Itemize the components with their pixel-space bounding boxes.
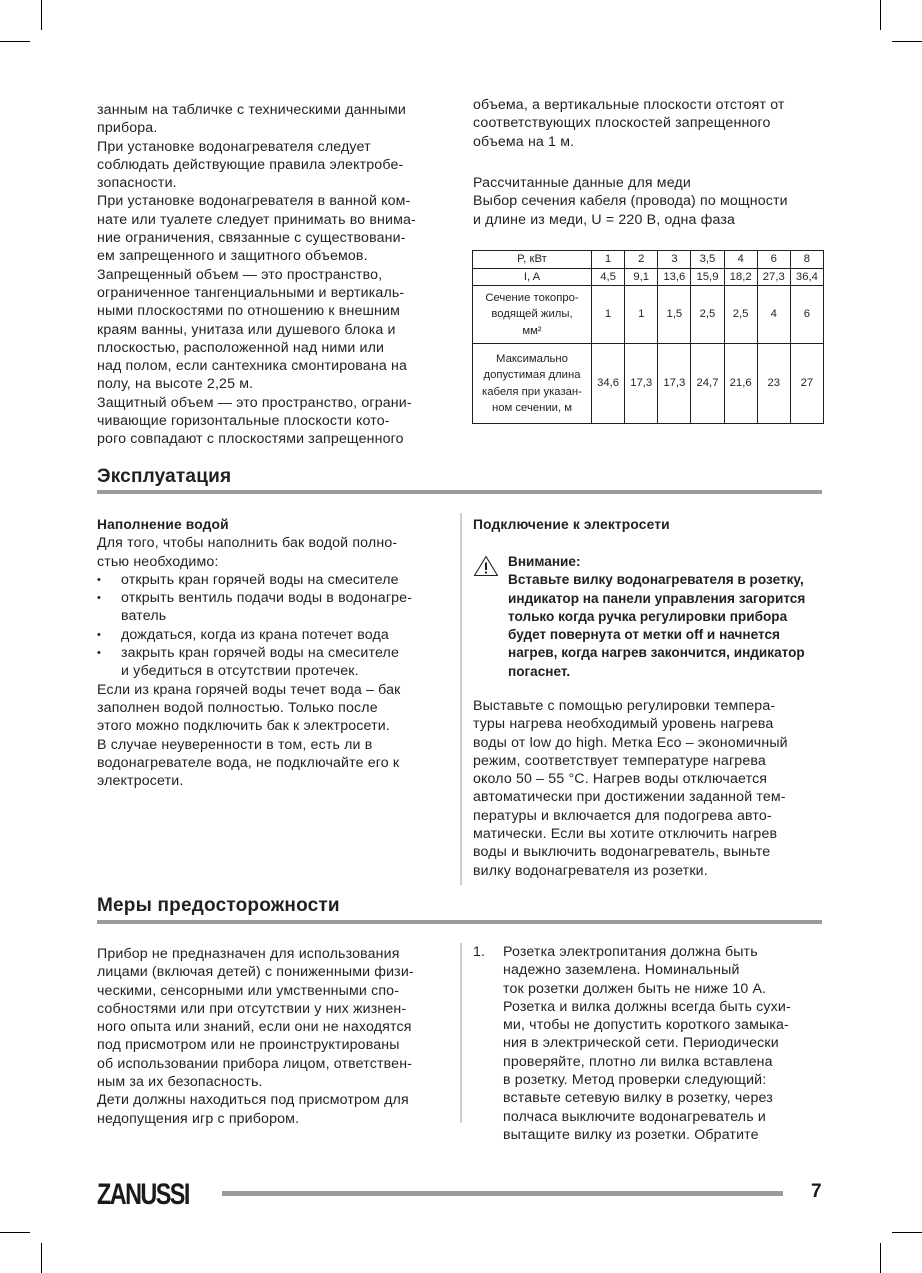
table-cell: 4 <box>724 251 757 269</box>
table-cell: 23 <box>757 344 790 424</box>
text-line: туры нагрева необходимый уровень нагрева <box>473 716 774 733</box>
text-line: электросети. <box>97 773 184 790</box>
filling-heading: Наполнение водой <box>97 517 229 532</box>
row-label-line: Максимально <box>496 352 568 365</box>
text-line: об использовании прибора лицом, ответствен- <box>97 1055 413 1072</box>
text-line: Защитный объем — это пространство, ограни- <box>97 394 412 411</box>
list-item-line: ток розетки должен быть не ниже 10 А. <box>503 980 767 997</box>
text-line: вилку водонагревателя из розетки. <box>473 862 708 879</box>
crop-mark-bl-v <box>41 1243 42 1273</box>
warning-line: только когда ручка регулировки прибора <box>508 608 788 624</box>
crop-mark-bl-h <box>0 1232 30 1233</box>
crop-mark-tl-h <box>0 41 30 42</box>
list-item-line: ния в электрической сети. Периодически <box>503 1035 779 1052</box>
text-line: стью необходимо: <box>97 553 219 570</box>
zanussi-logo: ZANUSSI <box>97 1178 189 1211</box>
table-cell: 1 <box>625 286 658 344</box>
crop-mark-tl-v <box>41 0 42 30</box>
text-line: заполнен водой полностью. Только после <box>97 699 378 716</box>
row-label-line: P, кВт <box>517 253 547 265</box>
cable-selection-table <box>472 250 824 424</box>
table-cell: 18,2 <box>724 268 757 286</box>
text-line: краям ванны, унитаза или душевого блока и <box>97 321 396 338</box>
copper-desc-line: Выбор сечения кабеля (провода) по мощности <box>473 193 788 210</box>
text-line: соответствующих плоскостей запрещенного <box>473 115 771 132</box>
table-cell: 4,5 <box>592 268 625 286</box>
install-text-left <box>97 101 452 449</box>
text-line: Дети должны находиться под присмотром для <box>97 1092 409 1109</box>
install-text-right <box>473 96 828 151</box>
text-line: воды от low до high. Метка Eco – экономичный <box>473 734 788 751</box>
text-line: В случае неуверенности в том, есть ли в <box>97 736 373 753</box>
table-row <box>473 251 824 269</box>
table-cell: 15,9 <box>691 268 724 286</box>
bullet-item-cont: и убедиться в отсутствии протечек. <box>121 663 359 680</box>
text-line: ного опыта или знаний, если они не находятся <box>97 1019 412 1036</box>
row-label <box>473 286 592 344</box>
text-line: Для того, чтобы наполнить бак водой полно- <box>97 535 398 552</box>
table-row <box>473 344 824 424</box>
table-row <box>473 286 824 344</box>
text-line: ем запрещенного и защитного объемов. <box>97 248 368 265</box>
text-line: объема, а вертикальные плоскости отстоят от <box>473 97 785 113</box>
table-cell: 27 <box>790 344 823 424</box>
text-line: прибора. <box>97 120 158 137</box>
warning-line: Вставьте вилку водонагревателя в розетку, <box>508 572 804 588</box>
table-cell: 34,6 <box>592 344 625 424</box>
text-line: нате или туалете следует принимать во внима- <box>97 211 416 228</box>
footer-rule <box>222 1191 783 1196</box>
list-number: 1. <box>473 944 486 960</box>
text-line: Запрещенный объем — это пространство, <box>97 266 383 283</box>
crop-mark-br-v <box>880 1243 881 1273</box>
table-cell: 6 <box>790 286 823 344</box>
text-line: Если из крана горячей воды течет вода – бак <box>97 681 401 698</box>
row-label <box>473 251 592 269</box>
list-item-line: полчаса выключите водонагреватель и <box>503 1108 766 1125</box>
table-cell: 6 <box>757 251 790 269</box>
row-label-line: кабеля при указан- <box>482 385 582 398</box>
copper-desc-line: и длине из меди, U = 220 В, одна фаза <box>473 211 736 228</box>
page-number: 7 <box>811 1181 822 1202</box>
bullet-item-cont: ватель <box>121 608 167 625</box>
copper-title: Рассчитанные данные для меди <box>473 175 691 191</box>
text-line: чивающие горизонтальные плоскости кото- <box>97 413 390 430</box>
column-divider <box>460 513 462 885</box>
table-cell: 17,3 <box>658 344 691 424</box>
warning-triangle-icon <box>473 555 499 577</box>
text-line: режим, соответствует температуре нагрева <box>473 752 766 769</box>
list-item-line: вытащите вилку из розетки. Обратите <box>503 1126 759 1143</box>
text-line: занным на табличке с техническими данными <box>97 102 406 118</box>
crop-mark-br-h <box>892 1232 922 1233</box>
precautions-left <box>97 945 452 1128</box>
crop-mark-tr-h <box>892 41 922 42</box>
text-line: При установке водонагревателя в ванной ком- <box>97 193 411 210</box>
text-line: пературы и включается для подогрева авто- <box>473 807 772 824</box>
list-item-line: вставьте сетевую вилку в розетку, через <box>503 1090 773 1107</box>
text-line: соблюдать действующие правила электробе- <box>97 156 404 173</box>
precautions-right <box>473 943 828 1144</box>
table-cell: 2 <box>625 251 658 269</box>
bullet-item: • открыть кран горячей воды на смесителе <box>97 571 452 589</box>
text-line: автоматически при достижении заданной тем- <box>473 789 786 806</box>
table-cell: 3,5 <box>691 251 724 269</box>
text-line: плоскостью, расположенной над ними или <box>97 339 385 356</box>
row-label <box>473 344 592 424</box>
list-item-line: ми, чтобы не допустить короткого замыка- <box>503 1017 789 1034</box>
text-line: Прибор не предназначен для использования <box>97 946 400 962</box>
warning-line: нагрев, когда нагрев закончится, индикатор <box>508 645 805 661</box>
table-cell: 1 <box>592 286 625 344</box>
bullet-item: • дождаться, когда из крана потечет вода <box>97 626 452 644</box>
text-line: рого совпадают с плоскостями запрещенного <box>97 431 404 448</box>
list-item-line: Розетка и вилка должны всегда быть сухи- <box>503 998 791 1015</box>
text-line: объема на 1 м. <box>473 133 575 150</box>
list-item-line: Розетка электропитания должна быть <box>503 944 758 960</box>
section-rule-precautions <box>97 920 822 924</box>
text-line: недопущения игр с прибором. <box>97 1110 300 1127</box>
table-cell: 27,3 <box>757 268 790 286</box>
text-line: над полом, если сантехника смонтирована на <box>97 358 407 375</box>
connection-heading: Подключение к электросети <box>473 517 670 532</box>
list-item-line: в розетку. Метод проверки следующий: <box>503 1072 767 1089</box>
section-title-operation: Эксплуатация <box>97 466 232 487</box>
row-label-line: I, A <box>523 270 541 283</box>
text-line: этого можно подключить бак к электросети. <box>97 718 390 735</box>
row-label <box>473 268 592 286</box>
section-rule-operation <box>97 490 822 494</box>
text-line: ным за их безопасность. <box>97 1074 263 1091</box>
text-line: Выставьте с помощью регулировки темпера- <box>473 698 776 714</box>
warning-line: погаснет. <box>508 663 571 679</box>
text-line: ными плоскостями по отношению к внешним <box>97 303 400 320</box>
row-label-line: ном сечении, м <box>491 402 573 414</box>
table-row <box>473 268 824 286</box>
table-cell: 2,5 <box>724 286 757 344</box>
text-line: полу, на высоте 2,25 м. <box>97 376 254 393</box>
warning-line: будет повернута от метки off и начнется <box>508 627 780 643</box>
text-line: ограниченное тангенциальными и вертикаль- <box>97 284 405 301</box>
table-cell: 21,6 <box>724 344 757 424</box>
filling-block <box>97 516 452 790</box>
text-line: воды и выключить водонагреватель, выньте <box>473 844 771 861</box>
table-cell: 9,1 <box>625 268 658 286</box>
list-item-line: проверяйте, плотно ли вилка вставлена <box>503 1053 773 1070</box>
table-cell: 1,5 <box>658 286 691 344</box>
table-cell: 17,3 <box>625 344 658 424</box>
section-title-precautions: Меры предосторожности <box>97 895 340 916</box>
text-line: ние ограничения, связанные с существовани- <box>97 230 406 247</box>
text-line: около 50 – 55 °C. Нагрев воды отключается <box>473 771 768 788</box>
table-cell: 3 <box>658 251 691 269</box>
warning-line: индикатор на панели управления загорится <box>508 590 806 606</box>
table-cell: 4 <box>757 286 790 344</box>
column-divider <box>460 943 462 1123</box>
text-line: зопасности. <box>97 175 177 192</box>
table-cell: 13,6 <box>658 268 691 286</box>
warning-label: Внимание: <box>508 554 581 569</box>
bullet-item: • закрыть кран горячей воды на смесителе <box>97 644 452 662</box>
row-label-line: допустимая длина <box>483 369 581 381</box>
bullet-item: • открыть вентиль подачи воды в водонагре- <box>97 589 452 607</box>
table-cell: 2,5 <box>691 286 724 344</box>
row-label-line: мм² <box>522 324 542 337</box>
row-label-line: водящей жилы, <box>491 308 573 321</box>
connection-block <box>473 516 828 534</box>
table-cell: 8 <box>790 251 823 269</box>
text-line: собностями или при отсутствии у них жизнен- <box>97 1000 407 1017</box>
text-line: под присмотром или не проинструктированы <box>97 1037 400 1054</box>
text-line: водонагревателе вода, не подключайте его к <box>97 754 400 771</box>
table-cell: 24,7 <box>691 344 724 424</box>
connection-body <box>473 697 828 880</box>
text-line: лицами (включая детей) с пониженными физи- <box>97 964 414 981</box>
text-line: При установке водонагревателя следует <box>97 138 371 155</box>
text-line: ческими, сенсорными или умственными спо- <box>97 982 400 999</box>
copper-data-block <box>473 174 828 229</box>
row-label-line: Сечение токопро- <box>485 291 579 304</box>
list-item-line: надежно заземлена. Номинальный <box>503 962 740 979</box>
table-cell: 36,4 <box>790 268 823 286</box>
table-cell: 1 <box>592 251 625 269</box>
text-line: матически. Если вы хотите отключить нагрев <box>473 826 778 843</box>
crop-mark-tr-v <box>880 0 881 30</box>
